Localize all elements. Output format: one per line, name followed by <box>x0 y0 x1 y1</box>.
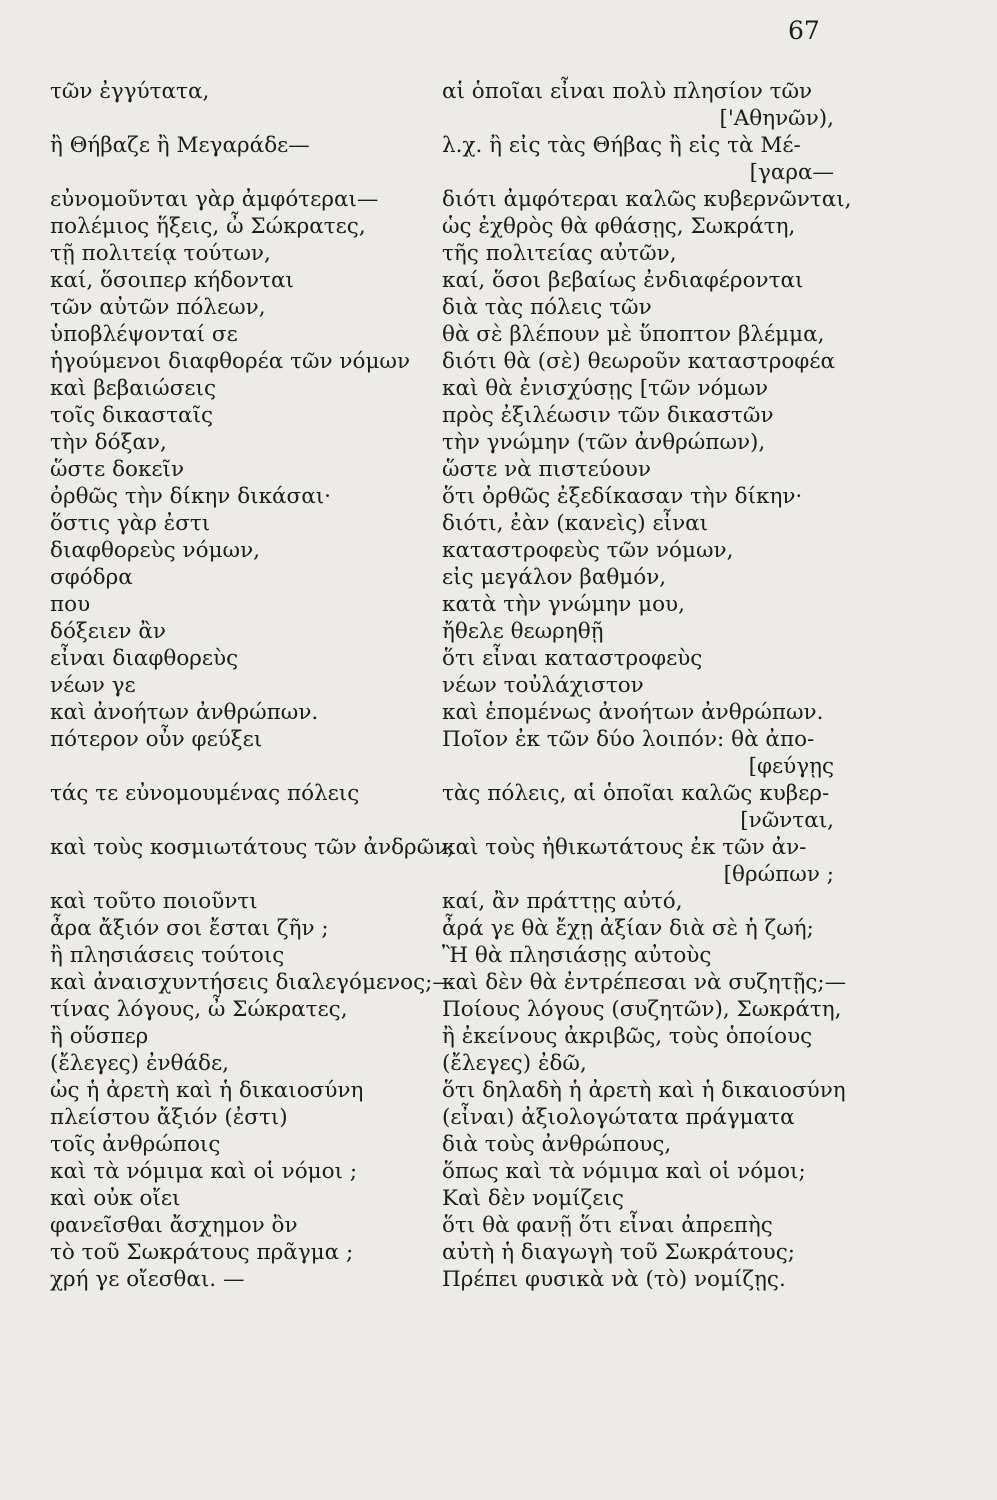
ancient-text-line: ὀρθῶς τὴν δίκην δικάσαι· <box>50 484 332 509</box>
translation-text-line: καὶ τοὺς ἠθικωτάτους ἐκ τῶν ἀν- <box>442 835 807 860</box>
ancient-text-line <box>50 753 455 780</box>
ancient-text-line: τίνας λόγους, ὦ Σώκρατες, <box>50 997 348 1022</box>
translation-text-line: ὅτι εἶναι καταστροφεὺς <box>442 646 703 671</box>
translation-text-line: νέων τοὐλάχιστον <box>442 673 644 698</box>
translation-text-line: [φεύγῃς <box>748 754 834 779</box>
translation-text-line: καί, ἂν πράττῃς αὐτό, <box>442 889 683 914</box>
ancient-text-line: καί, ὅσοιπερ κήδονται <box>50 268 294 293</box>
ancient-text-line: τὴν δόξαν, <box>50 430 167 455</box>
translation-text-line: ὅτι ὀρθῶς ἐξεδίκασαν τὴν δίκην· <box>442 484 803 509</box>
ancient-text-line: πλείστου ἄξιόν (ἐστι) <box>50 1105 288 1130</box>
translation-text-line: λ.χ. ἢ εἰς τὰς Θήβας ἢ εἰς τὰ Μέ- <box>442 133 801 158</box>
ancient-text-line: ἢ οὕσπερ <box>50 1024 149 1049</box>
ancient-text-line <box>50 159 455 186</box>
ancient-text-line <box>50 105 455 132</box>
ancient-text-line: τάς τε εὐνομουμένας πόλεις <box>50 781 360 806</box>
ancient-text-line: ὡς ἡ ἀρετὴ καὶ ἡ δικαιοσύνη <box>50 1078 364 1103</box>
ancient-text-line: δόξειεν ἂν <box>50 619 166 644</box>
translation-text-line: κατὰ τὴν γνώμην μου, <box>442 592 685 617</box>
translation-text-line: Ποίους λόγους (συζητῶν), Σωκράτη, <box>442 997 842 1022</box>
translation-text-line: διότι, ἐὰν (κανεὶς) εἶναι <box>442 511 709 536</box>
ancient-text-line: καὶ βεβαιώσεις <box>50 376 216 401</box>
ancient-text-line: τῶν αὐτῶν πόλεων, <box>50 295 266 320</box>
ancient-text-line: διαφθορεὺς νόμων, <box>50 538 260 563</box>
ancient-text-line: καὶ τοὺς κοσμιωτάτους τῶν ἀνδρῶν; <box>50 835 455 860</box>
translation-text-line: [θρώπων ; <box>723 862 834 887</box>
translation-text-line: Ποῖον ἐκ τῶν δύο λοιπόν: θὰ ἀπο- <box>442 727 815 752</box>
translation-text-line: διὰ τὰς πόλεις τῶν <box>442 295 652 320</box>
ancient-text-line: εὐνομοῦνται γὰρ ἀμφότεραι— <box>50 187 379 212</box>
modern-greek-column <box>442 78 852 1293</box>
translation-text-line: τῆς πολιτείας αὐτῶν, <box>442 241 677 266</box>
ancient-text-line: ὑποβλέψονταί σε <box>50 322 238 347</box>
ancient-text-line: καὶ οὐκ οἴει <box>50 1186 181 1211</box>
ancient-text-line: καὶ ἀνοήτων ἀνθρώπων. <box>50 700 319 725</box>
ancient-text-line: καὶ τὰ νόμιμα καὶ οἱ νόμοι ; <box>50 1159 358 1184</box>
translation-text-line: Καὶ δὲν νομίζεις <box>442 1186 624 1211</box>
ancient-greek-column <box>50 78 455 1293</box>
ancient-text-line: καὶ ἀναισχυντήσεις διαλεγόμενος;— <box>50 970 454 995</box>
ancient-text-line: ἆρα ἄξιόν σοι ἔσται ζῆν ; <box>50 916 329 941</box>
translation-text-line: καταστροφεὺς τῶν νόμων, <box>442 538 734 563</box>
translation-text-line: (ἔλεγες) ἐδῶ, <box>442 1051 587 1076</box>
ancient-text-line: τῶν ἐγγύτατα, <box>50 79 210 104</box>
ancient-text-line <box>50 861 455 888</box>
translation-text-line: αὐτὴ ἡ διαγωγὴ τοῦ Σωκράτους; <box>442 1240 796 1265</box>
translation-text-line: καὶ θὰ ἐνισχύσῃς [τῶν νόμων <box>442 376 769 401</box>
page-number: 67 <box>788 16 820 45</box>
translation-text-line: ['Αθηνῶν), <box>719 106 834 131</box>
translation-text-line: ἤθελε θεωρηθῇ <box>442 619 604 644</box>
translation-text-line: ὥστε νὰ πιστεύουν <box>442 457 651 482</box>
translation-text-line: ὅτι θὰ φανῇ ὅτι εἶναι ἀπρεπὴς <box>442 1213 773 1238</box>
ancient-text-line: τῇ πολιτείᾳ τούτων, <box>50 241 271 266</box>
translation-text-line: πρὸς ἐξιλέωσιν τῶν δικαστῶν <box>442 403 774 428</box>
ancient-text-line: τοῖς ἀνθρώποις <box>50 1132 221 1157</box>
translation-text-line: εἰς μεγάλον βαθμόν, <box>442 565 667 590</box>
translation-text-line: καὶ δὲν θὰ ἐντρέπεσαι νὰ συζητῇς;— <box>442 970 847 995</box>
ancient-text-line: χρή γε οἴεσθαι. — <box>50 1267 245 1292</box>
translation-text-line: Πρέπει φυσικὰ νὰ (τὸ) νομίζῃς. <box>442 1267 786 1292</box>
translation-text-line: ὅπως καὶ τὰ νόμιμα καὶ οἱ νόμοι; <box>442 1159 806 1184</box>
ancient-text-line: πολέμιος ἥξεις, ὦ Σώκρατες, <box>50 214 366 239</box>
ancient-text-line: καὶ τοῦτο ποιοῦντι <box>50 889 258 914</box>
translation-text-line: ὡς ἐχθρὸς θὰ φθάσῃς, Σωκράτη, <box>442 214 796 239</box>
ancient-text-line: τὸ τοῦ Σωκράτους πρᾶγμα ; <box>50 1240 354 1265</box>
ancient-text-line: (ἔλεγες) ἐνθάδε, <box>50 1051 229 1076</box>
ancient-text-line: εἶναι διαφθορεὺς <box>50 646 239 671</box>
ancient-text-line: ἡγούμενοι διαφθορέα τῶν νόμων <box>50 349 411 374</box>
translation-text-line: καί, ὅσοι βεβαίως ἐνδιαφέρονται <box>442 268 804 293</box>
translation-text-line: ἢ ἐκείνους ἀκριβῶς, τοὺς ὁποίους <box>442 1024 813 1049</box>
translation-text-line: (εἶναι) ἀξιολογώτατα πράγματα <box>442 1105 795 1130</box>
translation-text-line: τὰς πόλεις, αἱ ὁποῖαι καλῶς κυβερ- <box>442 781 830 806</box>
translation-text-line: καὶ ἑπομένως ἀνοήτων ἀνθρώπων. <box>442 700 824 725</box>
ancient-text-line: φανεῖσθαι ἄσχημον ὂν <box>50 1213 298 1238</box>
translation-text-line: [γαρα— <box>749 160 834 185</box>
ancient-text-line: τοῖς δικασταῖς <box>50 403 214 428</box>
ancient-text-line: ὅστις γὰρ ἐστι <box>50 511 211 536</box>
ancient-text-line: πότερον οὖν φεύξει <box>50 727 263 752</box>
ancient-text-line <box>50 807 455 834</box>
ancient-text-line: ὥστε δοκεῖν <box>50 457 185 482</box>
translation-text-line: αἱ ὁποῖαι εἶναι πολὺ πλησίον τῶν <box>442 79 813 104</box>
translation-text-line: ἆρά γε θὰ ἔχῃ ἀξίαν διὰ σὲ ἡ ζωή; <box>442 916 814 941</box>
translation-text-line: Ἢ θὰ πλησιάσῃς αὐτοὺς <box>442 943 712 968</box>
translation-text-line: τὴν γνώμην (τῶν ἀνθρώπων), <box>442 430 766 455</box>
ancient-text-line: σφόδρα <box>50 565 133 590</box>
ancient-text-line: νέων γε <box>50 673 136 698</box>
translation-text-line: διότι θὰ (σὲ) θεωροῦν καταστροφέα <box>442 349 836 374</box>
ancient-text-line: ἢ πλησιάσεις τούτοις <box>50 943 285 968</box>
translation-text-line: ὅτι δηλαδὴ ἡ ἀρετὴ καὶ ἡ δικαιοσύνη <box>442 1078 846 1103</box>
translation-text-line: θὰ σὲ βλέπουν μὲ ὕποπτον βλέμμα, <box>442 322 825 347</box>
translation-text-line: διὰ τοὺς ἀνθρώπους, <box>442 1132 672 1157</box>
ancient-text-line: που <box>50 592 91 617</box>
ancient-text-line: ἢ Θήβαζε ἢ Μεγαράδε— <box>50 133 310 158</box>
translation-text-line: [νῶνται, <box>740 808 834 833</box>
translation-text-line: διότι ἀμφότεραι καλῶς κυβερνῶνται, <box>442 187 852 212</box>
